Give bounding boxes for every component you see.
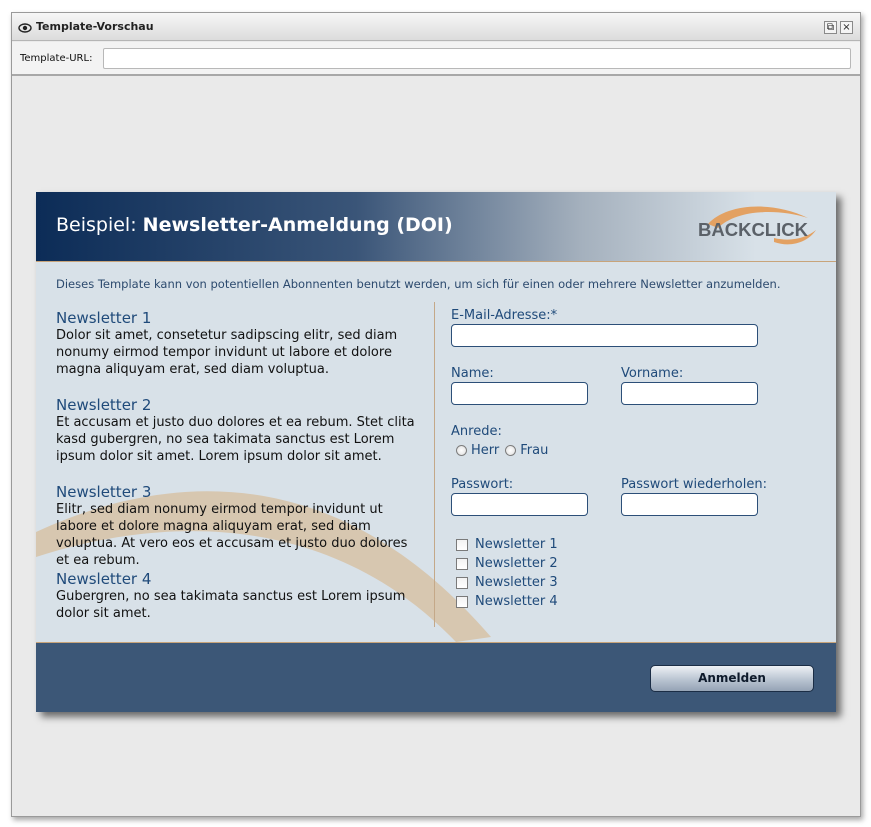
preview-header [36, 192, 836, 262]
newsletter-text: Gubergren, no sea takimata sanctus est Lorem ipsum dolor sit amet. [56, 589, 406, 621]
column-divider [434, 302, 435, 627]
email-label: E-Mail-Adresse:* [451, 308, 558, 323]
vorname-label: Vorname: [621, 366, 684, 381]
newsletter-checkbox-label: Newsletter 3 [475, 575, 558, 590]
newsletter-checkbox-row[interactable] [456, 556, 558, 571]
preview-footer [36, 642, 836, 712]
template-url-label: Template-URL: [20, 53, 93, 64]
window-title: Template-Vorschau [36, 20, 154, 33]
newsletter-title: Newsletter 2 [56, 396, 152, 414]
heading-prefix: Beispiel: [56, 214, 137, 236]
newsletter-checkbox[interactable] [456, 558, 468, 570]
password-repeat-field[interactable] [621, 493, 758, 516]
eye-icon [18, 20, 32, 34]
anmelden-button[interactable]: Anmelden [650, 665, 814, 692]
newsletter-checkbox-label: Newsletter 2 [475, 556, 558, 571]
radio-frau-label: Frau [520, 443, 549, 458]
newsletter-text: Et accusam et justo duo dolores et ea rebum. Stet clita kasd gubergren, no sea takimata sanctus est Lorem ipsum dolor sit amet. Lorem ipsum dolor sit amet. [56, 415, 415, 464]
anrede-radio-group [456, 443, 548, 458]
logo-text: BACKCLICK [698, 219, 808, 240]
newsletter-checkbox-row[interactable] [456, 575, 558, 590]
newsletter-title: Newsletter 1 [56, 309, 152, 327]
template-preview [36, 192, 836, 712]
template-preview-window [11, 12, 861, 817]
radio-frau[interactable] [505, 445, 516, 456]
newsletter-text: Elitr, sed diam nonumy eirmod tempor invidunt ut labore et dolore magna aliquyam erat, sed diam voluptua. At vero eos et accusam et justo duo dolores et ea rebum. [56, 502, 408, 568]
password-repeat-label: Passwort wiederholen: [621, 477, 767, 492]
template-url-input[interactable] [103, 48, 851, 69]
heading-main: Newsletter-Anmeldung (DOI) [142, 214, 453, 236]
password-label: Passwort: [451, 477, 514, 492]
close-icon[interactable]: × [840, 21, 853, 34]
newsletter-checkbox[interactable] [456, 539, 468, 551]
vorname-field[interactable] [621, 382, 758, 405]
restore-icon[interactable]: ⧉ [824, 21, 837, 34]
anrede-label: Anrede: [451, 424, 502, 439]
newsletter-description [56, 570, 421, 622]
password-field[interactable] [451, 493, 588, 516]
newsletter-title: Newsletter 3 [56, 483, 152, 501]
newsletter-description [56, 483, 421, 569]
newsletter-text: Dolor sit amet, consetetur sadipscing elitr, sed diam nonumy eirmod tempor invidunt ut labore et dolore magna aliquyam erat, sed diam voluptua. [56, 328, 398, 377]
newsletter-description [56, 396, 421, 465]
radio-herr-label: Herr [471, 443, 500, 458]
newsletter-checkbox-row[interactable] [456, 594, 558, 609]
name-field[interactable] [451, 382, 588, 405]
newsletter-description [56, 309, 421, 378]
newsletter-checkbox-row[interactable] [456, 537, 558, 552]
preview-heading [56, 214, 453, 236]
email-field[interactable] [451, 324, 758, 347]
newsletter-checkbox-label: Newsletter 1 [475, 537, 558, 552]
intro-text: Dieses Template kann von potentiellen Abonnenten benutzt werden, um sich für einen oder mehrere Newsletter anzumelden. [56, 277, 781, 291]
url-toolbar [12, 42, 860, 76]
newsletter-checkbox-label: Newsletter 4 [475, 594, 558, 609]
newsletter-checkbox[interactable] [456, 596, 468, 608]
newsletter-checkbox[interactable] [456, 577, 468, 589]
backclick-logo [696, 202, 821, 252]
name-label: Name: [451, 366, 494, 381]
radio-herr[interactable] [456, 445, 467, 456]
window-titlebar[interactable] [12, 13, 860, 41]
newsletter-title: Newsletter 4 [56, 570, 152, 588]
